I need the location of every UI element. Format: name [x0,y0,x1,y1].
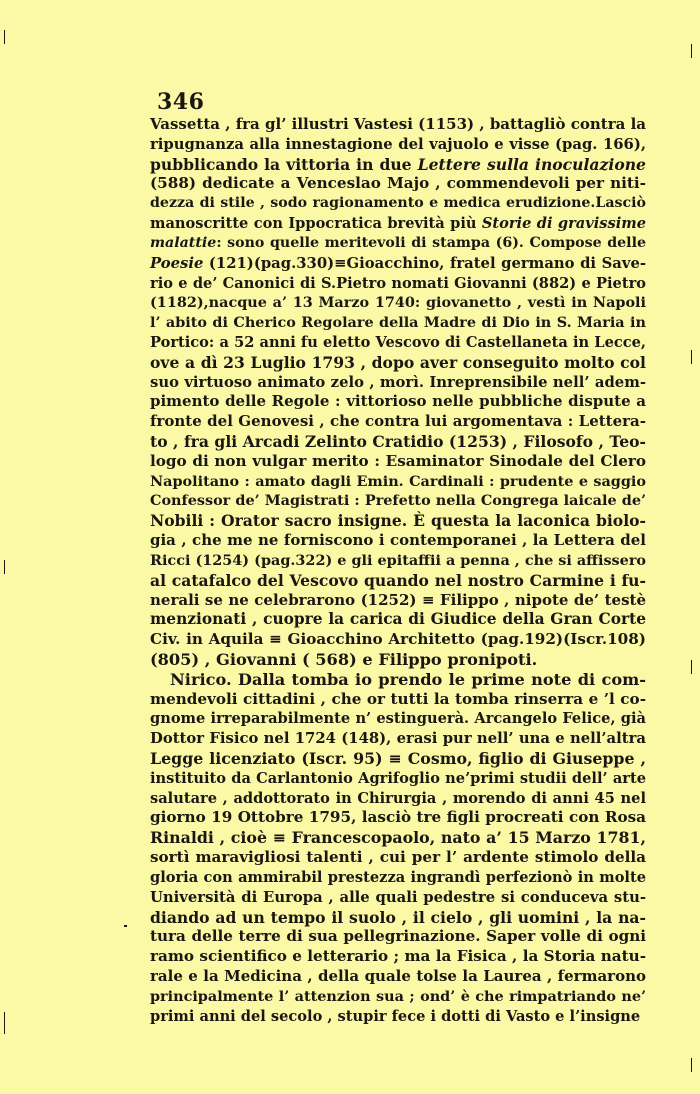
text-segment: Ricci (1254) (pag.322) e gli epitaffii a penna , che si affissero [150,551,646,569]
text-line [150,987,646,1007]
margin-mark-left [4,30,5,44]
text-line [150,472,646,492]
text-segment: mendevoli cittadini , che or tutti la tomba rinserra e ’l co- [150,689,646,708]
text-segment: manoscritte con Ippocratica brevità più [150,215,482,233]
text-segment: (1182),nacque a’ 13 Marzo 1740: giovanetto , vestì in Napoli [150,294,646,312]
text-line [150,1007,646,1027]
text-segment: gia , che me ne forniscono i contemporanei , la Lettera del [150,531,646,550]
text-segment: gloria con ammirabil prestezza ingrandì perfezionò in molte [150,868,646,886]
text-line [150,868,646,888]
text-line [150,808,646,828]
text-segment: suo virtuoso animato zelo , morì. Inreprensibile nell’ adem- [150,373,646,391]
text-segment: primi anni del secolo , stupir fece i dotti di Vasto e l’insigne [150,1007,641,1025]
text-line [150,531,646,551]
text-segment: al catafalco del Vescovo quando nel nostro Carmine i fu- [150,570,646,590]
text-segment: Legge licenziato (Iscr. 95) ≡ Cosmo, figlio di Giuseppe , [150,749,646,768]
text-line [150,769,646,789]
margin-mark-left [4,1012,5,1034]
text-segment: logo di non vulgar merito : Esaminator Sinodale del Clero [150,451,646,470]
text-line [150,571,646,591]
text-segment: to , fra gli Arcadi Zelinto Cratidio (1253) , Filosofo , Teo- [150,432,646,451]
text-line [150,115,646,135]
text-segment: menzionati , cuopre la carica di Giudice della Gran Corte [150,610,646,629]
text-line [150,412,646,432]
text-segment: l’ abito di Cherico Regolare della Madre di Dio in S. Maria in [150,314,646,332]
text-line [150,353,646,373]
text-line [150,234,646,254]
text-line [150,749,646,769]
text-line [150,927,646,947]
margin-mark-right [691,1058,692,1072]
text-segment: rale e la Medicina , della quale tolse la Laurea , fermarono [150,966,646,985]
text-line [150,789,646,809]
text-line [150,293,646,313]
text-segment: Dottor Fisico nel 1724 (148), erasi pur nell’ una e nell’altra [150,730,646,748]
text-line [150,690,646,710]
margin-mark-right [691,350,692,364]
text-line [150,729,646,749]
text-line [150,828,646,848]
margin-mark-right [691,660,692,674]
body-text [150,115,646,1026]
text-segment: sortì maravigliosi talenti , cui per l’ ardente stimolo della [150,848,646,867]
text-segment: pimento delle Regole : vittorioso nelle pubbliche dispute a [150,392,646,411]
text-segment: dezza di stile , sodo ragionamento e medica erudizione.Lasciò [150,195,646,212]
page-number: 346 [157,89,205,115]
text-segment: nerali se ne celebrarono (1252) ≡ Filippo , nipote de’ testè [150,590,646,609]
text-line [150,551,646,571]
text-segment: Nobili : Orator sacro insigne. È questa la laconica biolo- [150,511,646,531]
text-segment: (121)(pag.330)≡Gioacchino, fratel germano di Save- [203,254,646,272]
text-segment: ove a dì 23 Luglio 1793 , dopo aver conseguito molto col [150,352,646,372]
text-segment: pubblicando la vittoria in due [150,154,418,174]
text-line [150,947,646,967]
text-segment: Rinaldi , cioè ≡ Francescopaolo, nato a’ 15 Marzo 1781, [150,828,646,848]
italic-text: Poesie [150,254,204,272]
text-line [150,274,646,294]
text-segment: tura delle terre di sua pellegrinazione. Saper volle di ogni [150,927,646,946]
text-line [150,194,646,214]
text-segment: Portico: a 52 anni fu eletto Vescovo di Castellaneta in Lecce, [150,333,646,351]
text-line [150,392,646,412]
text-segment: Confessor de’ Magistrati : Prefetto nella Congrega laicale de’ [150,492,646,510]
text-line [150,373,646,393]
text-line [150,967,646,987]
text-line [150,155,646,175]
text-line [150,452,646,472]
margin-dot [124,925,127,927]
text-segment: Napolitano : amato dagli Emin. Cardinali : prudente e saggio [150,472,646,490]
text-segment: ripugnanza alla innestagione del vajuolo e visse (pag. 166), [150,135,646,153]
text-line [150,848,646,868]
text-segment: Università di Europa , alle quali pedestre si conduceva stu- [150,888,646,906]
text-line [150,650,646,670]
text-segment: rio e de’ Canonici di S.Pietro nomati Giovanni (882) e Pietro [150,274,646,292]
margin-mark-right [691,44,692,58]
text-line [150,591,646,611]
text-segment: salutare , addottorato in Chirurgia , morendo di anni 45 nel [150,789,646,807]
text-segment: Vassetta , fra gl’ illustri Vastesi (1153) , battagliò contra la [150,115,646,133]
text-line [150,888,646,908]
italic-text: Lettere sulla inoculazione [417,154,646,174]
text-segment: : sono quelle meritevoli di stampa (6). Compose delle [216,234,646,251]
text-line [150,333,646,353]
text-line [150,670,646,690]
text-line [150,630,646,650]
text-line [150,174,646,194]
text-line [150,432,646,452]
text-line [150,254,646,274]
margin-mark-left [4,560,5,574]
text-line [150,491,646,511]
text-segment: principalmente l’ attenzion sua ; ond’ è che rimpatriando ne’ [150,987,646,1005]
text-line [150,214,646,234]
text-segment: giorno 19 Ottobre 1795, lasciò tre figli procreati con Rosa [150,808,646,827]
text-line [150,313,646,333]
text-segment: (588) dedicate a Venceslao Majo , commendevoli per niti- [150,174,646,193]
text-segment: gnome irreparabilmente n’ estinguerà. Arcangelo Felice, già [150,710,646,728]
text-line [150,709,646,729]
text-segment: ramo scientifico e letterario ; ma la Fisica , la Storia natu- [150,947,646,966]
text-line [150,610,646,630]
text-segment: instituito da Carlantonio Agrifoglio ne’primi studii dell’ arte [150,769,646,787]
text-line [150,511,646,531]
italic-text: Storie di gravissime [481,215,646,233]
text-segment: Civ. in Aquila ≡ Gioacchino Architetto (pag.192)(Iscr.108) [150,630,646,649]
text-segment: fronte del Genovesi , che contra lui argomentava : Lettera- [150,412,646,431]
text-segment: (805) , Giovanni ( 568) e Filippo pronipoti. [150,649,538,669]
text-segment: diando ad un tempo il suolo , il cielo , gli uomini , la na- [150,907,646,927]
italic-text: malattie [150,234,217,251]
text-line [150,135,646,155]
text-line [150,908,646,928]
text-segment: Nirico. Dalla tomba io prendo le prime note di com- [170,669,646,689]
